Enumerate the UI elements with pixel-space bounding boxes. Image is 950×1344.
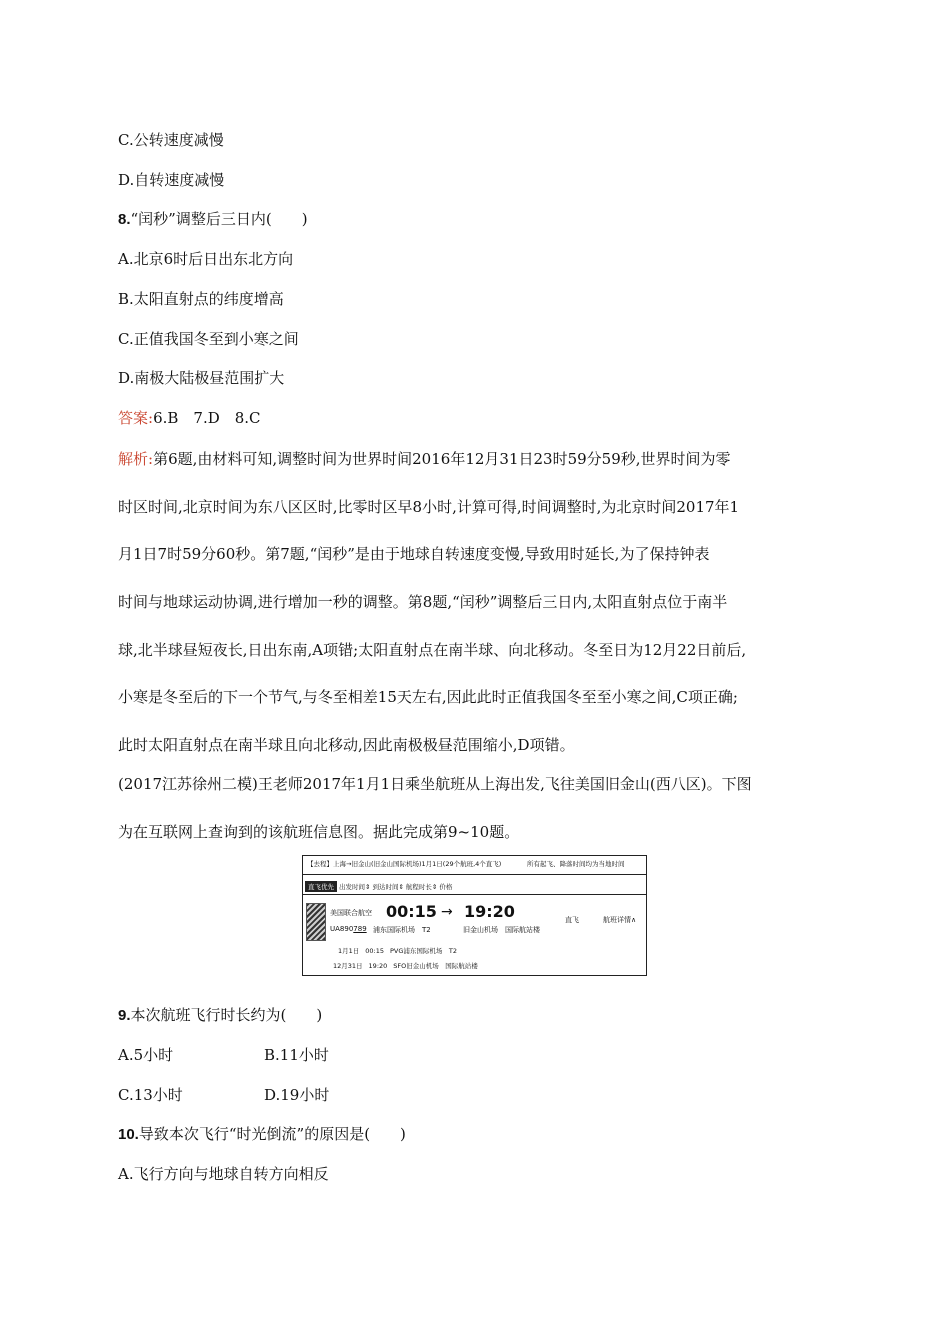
analysis-line-3: 月1日7时59分60秒。第7题,“闰秒”是由于地球自转速度变慢,导致用时延长,为了保持钟表 [118, 545, 710, 563]
departure-time: 00:15 [386, 902, 437, 921]
direct-flight-label: 直飞 [565, 916, 579, 924]
analysis-label: 解析: [118, 450, 154, 468]
flight-header-right: 所有起飞、降落时间均为当地时间 [527, 860, 625, 868]
sort-bar [305, 881, 452, 892]
question-9-number: 9. [118, 1007, 131, 1024]
detail-arrival-row: 12月31日 19:20 SFO旧金山机场 国际航站楼 [333, 962, 478, 970]
analysis-line-5: 球,北半球昼短夜长,日出东南,A项错;太阳直射点在南半球、向北移动。冬至日为12月22日前后, [118, 641, 747, 659]
analysis-line-6: 小寒是冬至后的下一个节气,与冬至相差15天左右,因此此时正值我国冬至至小寒之间,C项正确; [118, 688, 738, 706]
question-10-number: 10. [118, 1126, 139, 1143]
sort-arrows-icon: ⇕ [365, 883, 371, 891]
flight-header [307, 859, 625, 868]
sort-arrival-time[interactable]: 到达时间⇕ [372, 883, 404, 891]
q8-option-c: C.正值我国冬至到小寒之间 [118, 330, 299, 348]
q9-option-d: D.19小时 [264, 1086, 330, 1104]
flight-header-left: 【去程】上海→旧金山(旧金山国际机场)1月1日(29个航班,4个直飞) [307, 860, 502, 868]
q8-option-b: B.太阳直射点的纬度增高 [118, 290, 284, 308]
material-line-1: (2017江苏徐州二模)王老师2017年1月1日乘坐航班从上海出发,飞往美国旧金山(西八区)。下图 [118, 775, 752, 793]
option-d-prev: D.自转速度减慢 [118, 171, 225, 189]
arrival-time: 19:20 [464, 902, 515, 921]
question-9-text: 本次航班飞行时长约为( ) [130, 1006, 323, 1024]
sort-departure-time[interactable]: 出发时间⇕ [339, 883, 371, 891]
flight-info-figure [302, 855, 647, 976]
answer-text: 6.B 7.D 8.C [153, 409, 261, 427]
q10-option-a: A.飞行方向与地球自转方向相反 [118, 1165, 329, 1183]
question-10 [118, 1124, 406, 1145]
flight-number: UA890789 [330, 925, 367, 933]
detail-departure-row: 1月1日 00:15 PVG浦东国际机场 T2 [338, 947, 458, 955]
arrival-airport: 旧金山机场 国际航站楼 [463, 926, 540, 934]
sort-arrows-icon: ⇕ [398, 883, 404, 891]
q9-options-row-1 [118, 1045, 518, 1065]
sort-direct-first[interactable]: 直飞优先 [305, 881, 337, 892]
departure-airport: 浦东国际机场 T2 [373, 926, 431, 934]
sort-duration[interactable]: 航程时长⇕ [405, 883, 438, 891]
option-c-prev: C.公转速度减慢 [118, 131, 224, 149]
answer-label: 答案: [118, 409, 154, 427]
q9-option-a: A.5小时 [118, 1046, 174, 1064]
analysis-line-7: 此时太阳直射点在南半球且向北移动,因此南极极昼范围缩小,D项错。 [118, 736, 575, 754]
question-8-number: 8. [118, 211, 131, 228]
analysis-line-1 [118, 449, 731, 469]
analysis-line-4: 时间与地球运动协调,进行增加一秒的调整。第8题,“闰秒”调整后三日内,太阳直射点位于南半 [118, 593, 728, 611]
q8-option-d: D.南极大陆极昼范围扩大 [118, 369, 285, 387]
airline-logo-icon [306, 903, 326, 941]
header-divider [303, 874, 646, 875]
question-8-text: “闰秒”调整后三日内( ) [130, 210, 308, 228]
q9-option-b: B.11小时 [264, 1046, 329, 1064]
flight-detail-toggle[interactable]: 航班详情∧ [603, 916, 637, 924]
airline-name: 美国联合航空 [330, 909, 372, 917]
analysis-text-1: 第6题,由材料可知,调整时间为世界时间2016年12月31日23时59分59秒,世界时间为零 [153, 450, 731, 468]
material-line-2: 为在互联网上查询到的该航班信息图。据此完成第9~10题。 [118, 823, 520, 841]
question-10-text: 导致本次飞行“时光倒流”的原因是( ) [138, 1125, 406, 1143]
arrow-right-icon: → [441, 904, 453, 920]
sort-divider [303, 894, 646, 895]
question-8 [118, 209, 308, 230]
q8-option-a: A.北京6时后日出东北方向 [118, 250, 294, 268]
flight-number-link[interactable]: 789 [353, 925, 367, 933]
q9-option-c: C.13小时 [118, 1086, 183, 1104]
analysis-line-2: 时区时间,北京时间为东八区区时,比零时区早8小时,计算可得,时间调整时,为北京时间2017年1 [118, 498, 740, 516]
sort-arrows-icon: ⇕ [431, 883, 438, 891]
answer-line [118, 408, 261, 428]
question-9 [118, 1005, 322, 1026]
q9-options-row-2 [118, 1085, 518, 1105]
sort-price[interactable]: 价格 [439, 883, 453, 891]
